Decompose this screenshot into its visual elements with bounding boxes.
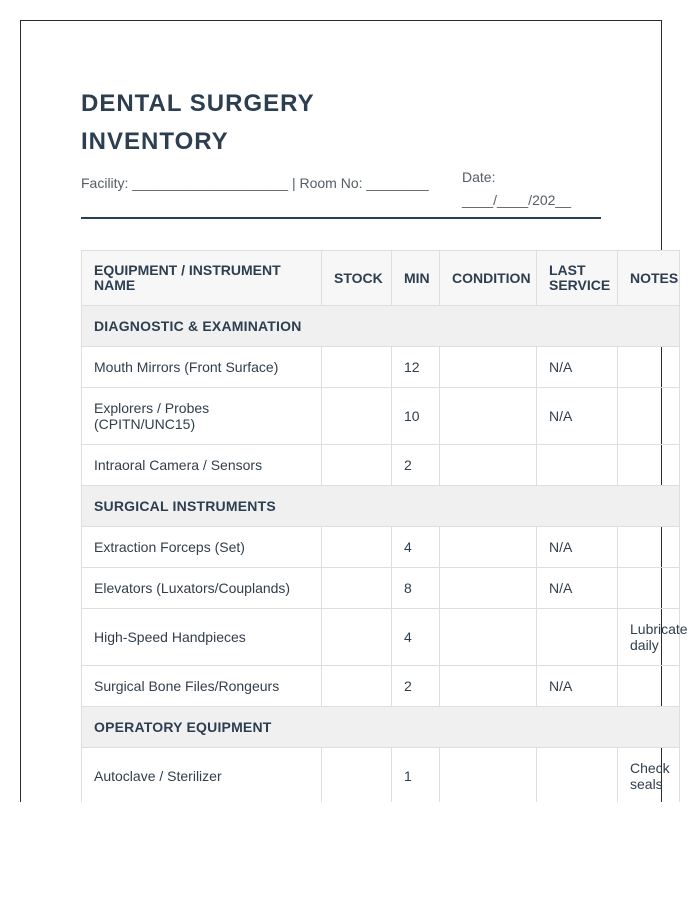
table-row (82, 445, 680, 486)
table-row (82, 527, 680, 568)
date-block (462, 166, 602, 212)
item-name: Intraoral Camera / Sensors (82, 445, 322, 486)
item-name: Extraction Forceps (Set) (82, 527, 322, 568)
notes-cell[interactable]: Check seals (618, 748, 680, 803)
notes-cell[interactable] (618, 527, 680, 568)
last-service-cell (537, 609, 618, 666)
last-service-cell (537, 445, 618, 486)
header-min: MIN (392, 251, 440, 306)
item-name: Autoclave / Sterilizer (82, 748, 322, 803)
inventory-table (81, 250, 688, 802)
condition-cell[interactable] (440, 445, 537, 486)
notes-cell[interactable] (618, 666, 680, 707)
condition-cell[interactable] (440, 388, 537, 445)
condition-cell[interactable] (440, 347, 537, 388)
min-cell: 2 (392, 666, 440, 707)
table-row (82, 748, 680, 803)
min-cell: 2 (392, 445, 440, 486)
condition-cell[interactable] (440, 568, 537, 609)
min-cell: 4 (392, 527, 440, 568)
section-row-surgical (82, 486, 680, 527)
item-name: Elevators (Luxators/Couplands) (82, 568, 322, 609)
notes-cell[interactable] (618, 347, 680, 388)
table-row (82, 609, 680, 666)
notes-cell[interactable] (618, 568, 680, 609)
item-name: Explorers / Probes (CPITN/UNC15) (82, 388, 322, 445)
notes-cell[interactable]: Lubricate daily (618, 609, 680, 666)
table-header (82, 251, 680, 306)
min-cell: 1 (392, 748, 440, 803)
stock-cell[interactable] (322, 568, 392, 609)
inventory-sheet (20, 20, 688, 802)
item-name: High-Speed Handpieces (82, 609, 322, 666)
date-label: Date: (462, 169, 496, 185)
item-name: Surgical Bone Files/Rongeurs (82, 666, 322, 707)
min-cell: 8 (392, 568, 440, 609)
document-title: DENTAL SURGERY INVENTORY (81, 90, 315, 155)
stock-cell[interactable] (322, 445, 392, 486)
condition-cell[interactable] (440, 527, 537, 568)
stock-cell[interactable] (322, 748, 392, 803)
stock-cell[interactable] (322, 527, 392, 568)
min-cell: 12 (392, 347, 440, 388)
min-cell: 10 (392, 388, 440, 445)
last-service-cell: N/A (537, 347, 618, 388)
header-stock: STOCK (322, 251, 392, 306)
section-title: SURGICAL INSTRUMENTS (82, 486, 680, 527)
section-title: DIAGNOSTIC & EXAMINATION (82, 306, 680, 347)
last-service-cell: N/A (537, 568, 618, 609)
stock-cell[interactable] (322, 666, 392, 707)
min-cell: 4 (392, 609, 440, 666)
table-row (82, 388, 680, 445)
header-notes: NOTES (618, 251, 680, 306)
condition-cell[interactable] (440, 666, 537, 707)
stock-cell[interactable] (322, 609, 392, 666)
notes-cell[interactable] (618, 388, 680, 445)
section-row-diagnostic (82, 306, 680, 347)
header-last-service: LAST SERVICE (537, 251, 618, 306)
facility-room-line: Facility: ____________________ | Room No: ________ (81, 175, 429, 191)
condition-cell[interactable] (440, 609, 537, 666)
header-condition: CONDITION (440, 251, 537, 306)
item-name: Mouth Mirrors (Front Surface) (82, 347, 322, 388)
section-row-operatory (82, 707, 680, 748)
section-title: OPERATORY EQUIPMENT (82, 707, 680, 748)
table-row (82, 347, 680, 388)
header-name: EQUIPMENT / INSTRUMENT NAME (82, 251, 322, 306)
table-body (82, 306, 688, 803)
last-service-cell: N/A (537, 388, 618, 445)
notes-cell[interactable] (618, 445, 680, 486)
last-service-cell: N/A (537, 666, 618, 707)
table-row (82, 666, 680, 707)
table-row (82, 568, 680, 609)
stock-cell[interactable] (322, 347, 392, 388)
last-service-cell (537, 748, 618, 803)
condition-cell[interactable] (440, 748, 537, 803)
header-divider (81, 217, 601, 219)
date-blank: ____/____/202__ (462, 192, 571, 208)
stock-cell[interactable] (322, 388, 392, 445)
last-service-cell: N/A (537, 527, 618, 568)
table-header-row (82, 251, 680, 306)
